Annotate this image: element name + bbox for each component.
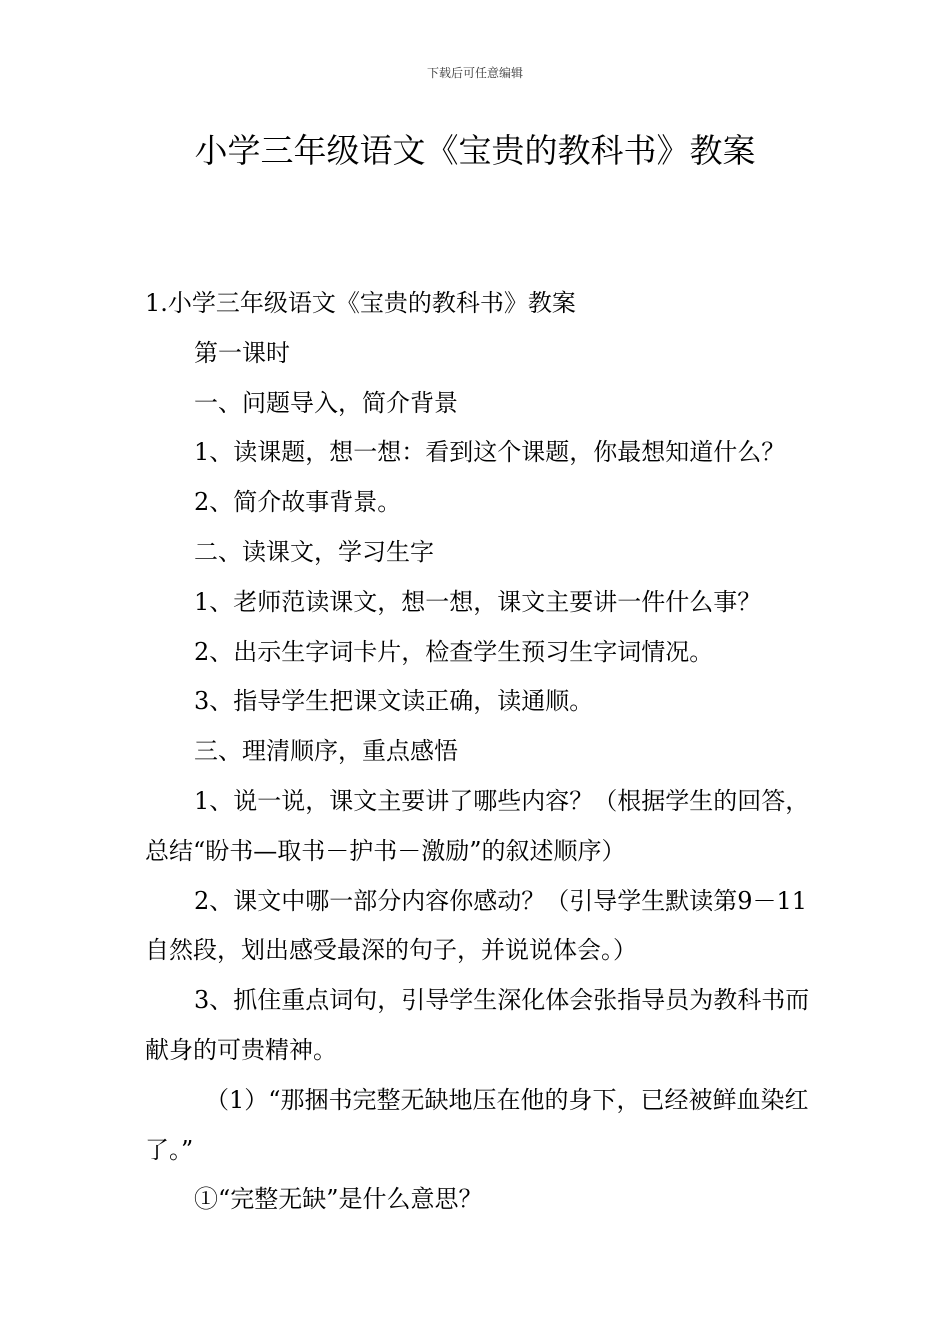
paragraph: 1、老师范读课文，想一想，课文主要讲一件什么事？ <box>194 587 762 616</box>
part-heading-3: 三、理清顺序，重点感悟 <box>194 737 458 766</box>
document-title: 小学三年级语文《宝贵的教科书》教案 <box>194 131 756 170</box>
paragraph: 1、读课题，想一想：看到这个课题，你最想知道什么？ <box>194 438 786 467</box>
lesson-period: 第一课时 <box>194 338 290 367</box>
section-heading: 1.小学三年级语文《宝贵的教科书》教案 <box>145 289 576 317</box>
paragraph: 2、简介故事背景。 <box>194 488 402 517</box>
quoted-sentence: （1）“那捆书完整无缺地压在他的身下，已经被鲜血染红了。” <box>145 1085 809 1164</box>
paragraph: 3、抓住重点词句，引导学生深化体会张指导员为教科书而献身的可贵精神。 <box>145 986 810 1064</box>
part-heading-2: 二、读课文，学习生字 <box>194 537 434 566</box>
paragraph: 2、出示生字词卡片，检查学生预习生字词情况。 <box>194 637 714 666</box>
page-header-note: 下载后可任意编辑 <box>426 66 523 80</box>
paragraph: 1、说一说，课文主要讲了哪些内容？（根据学生的回答，总结“盼书—取书－护书－激励”的叙述顺序） <box>145 786 810 865</box>
part-heading-1: 一、问题导入，简介背景 <box>194 388 458 417</box>
paragraph: ①“完整无缺”是什么意思？ <box>194 1185 483 1214</box>
paragraph: 3、指导学生把课文读正确，读通顺。 <box>194 687 594 716</box>
document-body <box>145 279 810 1225</box>
paragraph: 2、课文中哪一部分内容你感动？（引导学生默读第9－11自然段，划出感受最深的句子，并说说体会。） <box>145 886 808 965</box>
